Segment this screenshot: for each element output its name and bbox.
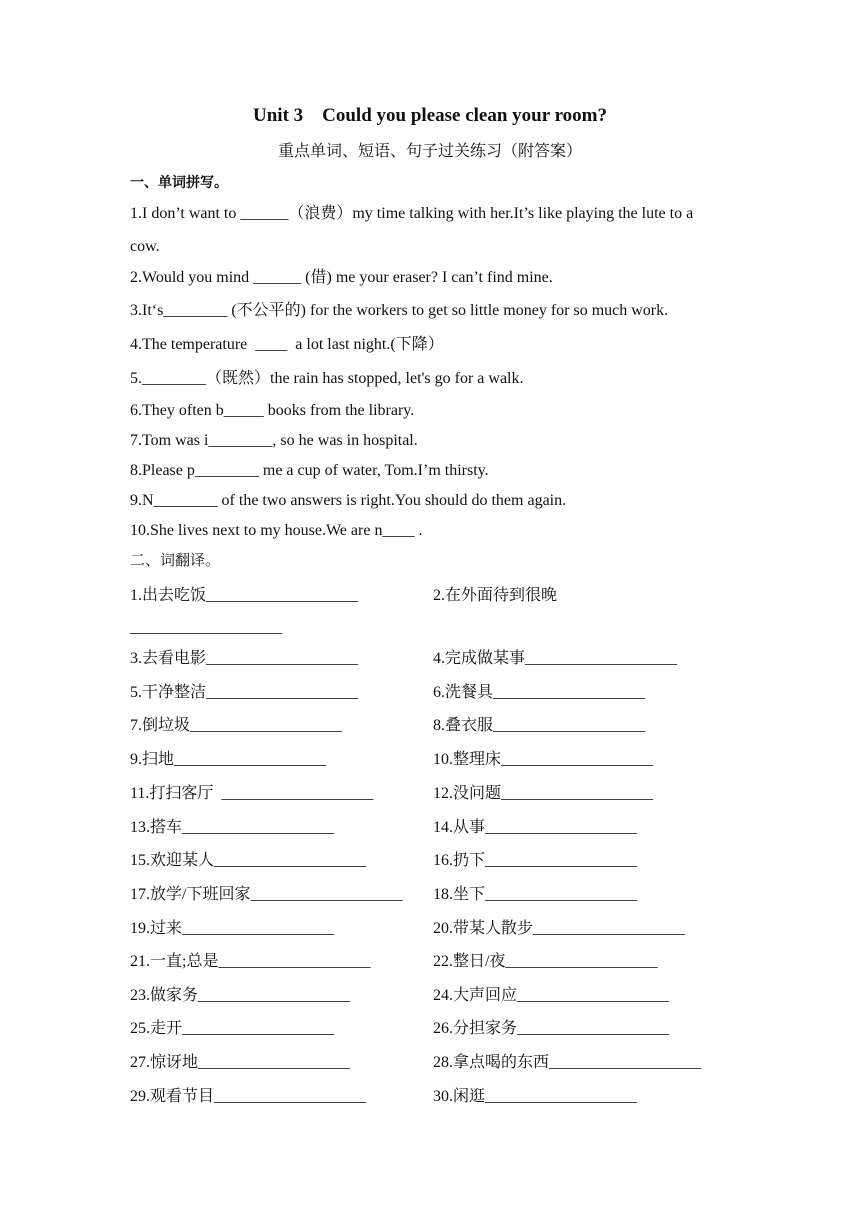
translation-item-2: 2.在外面待到很晚	[433, 587, 558, 604]
translation-item-22: 22.整日/夜___________________	[433, 953, 658, 970]
translation-item-1: 1.出去吃饭___________________	[130, 587, 359, 604]
translation-item-21: 21.一直;总是___________________	[130, 953, 371, 970]
translation-item-16: 16.扔下___________________	[433, 852, 638, 869]
translation-item-15: 15.欢迎某人___________________	[130, 852, 367, 869]
translation-item-8: 8.叠衣服___________________	[433, 717, 646, 734]
translation-item-4: 4.完成做某事___________________	[433, 650, 678, 667]
spelling-question-1: 1.I don’t want to ______（浪费）my time talking with her.It’s like playing the lute to a	[130, 205, 694, 222]
section-2-heading: 二、词翻译。	[130, 553, 221, 569]
translation-item-2-blank: ___________________	[130, 619, 282, 636]
translation-item-17: 17.放学/下班回家___________________	[130, 886, 403, 903]
translation-item-14: 14.从事___________________	[433, 819, 638, 836]
spelling-question-8: 8.Please p________ me a cup of water, Tom.I’m thirsty.	[130, 462, 489, 479]
translation-item-30: 30.闲逛___________________	[433, 1088, 638, 1105]
translation-item-18: 18.坐下___________________	[433, 886, 638, 903]
spelling-question-7: 7.Tom was i________, so he was in hospital.	[130, 432, 418, 449]
translation-item-26: 26.分担家务___________________	[433, 1020, 670, 1037]
translation-item-7: 7.倒垃圾___________________	[130, 717, 343, 734]
translation-item-5: 5.干净整洁___________________	[130, 684, 359, 701]
spelling-question-10: 10.She lives next to my house.We are n____ .	[130, 522, 423, 539]
spelling-question-5: 5.________（既然）the rain has stopped, let's go for a walk.	[130, 370, 524, 387]
translation-item-19: 19.过来___________________	[130, 920, 335, 937]
translation-item-13: 13.搭车___________________	[130, 819, 335, 836]
section-1-heading: 一、单词拼写。	[130, 176, 228, 191]
translation-item-28: 28.拿点喝的东西___________________	[433, 1054, 702, 1071]
translation-item-29: 29.观看节目___________________	[130, 1088, 367, 1105]
translation-item-24: 24.大声回应___________________	[433, 987, 670, 1004]
document-subtitle: 重点单词、短语、句子过关练习（附答案）	[277, 143, 582, 160]
translation-item-20: 20.带某人散步___________________	[433, 920, 686, 937]
translation-item-9: 9.扫地___________________	[130, 751, 327, 768]
spelling-question-1-continued: cow.	[130, 238, 160, 255]
spelling-question-9: 9.N________ of the two answers is right.You should do them again.	[130, 492, 567, 509]
translation-item-27: 27.惊讶地___________________	[130, 1054, 351, 1071]
spelling-question-4: 4.The temperature ____ a lot last night.(下降）	[130, 336, 444, 353]
translation-item-25: 25.走开___________________	[130, 1020, 335, 1037]
translation-item-23: 23.做家务___________________	[130, 987, 351, 1004]
spelling-question-3: 3.It‘s________ (不公平的) for the workers to get so little money for so much work.	[130, 302, 669, 319]
translation-item-12: 12.没问题___________________	[433, 785, 654, 802]
translation-item-6: 6.洗餐具___________________	[433, 684, 646, 701]
translation-item-10: 10.整理床___________________	[433, 751, 654, 768]
spelling-question-6: 6.They often b_____ books from the library.	[130, 402, 415, 419]
document-title: Unit 3 Could you please clean your room?	[253, 105, 607, 126]
translation-item-11: 11.打扫客厅 ___________________	[130, 785, 374, 802]
translation-item-3: 3.去看电影___________________	[130, 650, 359, 667]
spelling-question-2: 2.Would you mind ______ (借) me your eraser? I can’t find mine.	[130, 269, 553, 286]
